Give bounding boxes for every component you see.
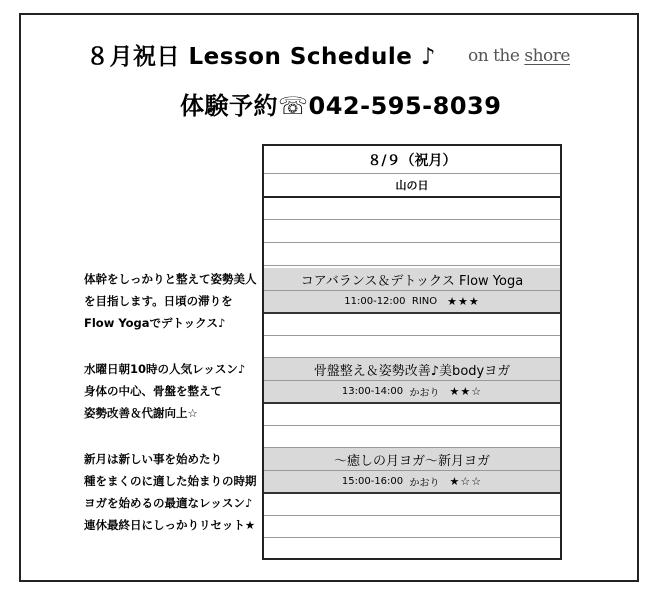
empty-slot xyxy=(264,336,560,358)
lesson-2-instructor: かおり xyxy=(409,388,440,399)
booking-label: 体験予約 xyxy=(180,92,278,120)
lesson-2-name: 骨盤整え＆姿勢改善♪美bodyヨガ xyxy=(313,363,511,379)
description-line: 種をまくのに適した始まりの時期 xyxy=(84,474,257,488)
schedule-date-header xyxy=(264,146,560,174)
lesson-1-name-row xyxy=(264,268,560,291)
phone-icon: ☏ xyxy=(278,92,309,120)
lesson-3-info-row xyxy=(264,471,560,494)
lesson-1-rating: ★★★ xyxy=(447,295,480,308)
description-line: 身体の中心、骨盤を整えて xyxy=(84,384,222,398)
lesson-3-name: 〜癒しの月ヨガ〜新月ヨガ xyxy=(333,453,490,469)
empty-slot xyxy=(264,314,560,336)
empty-slot xyxy=(264,426,560,448)
holiday-row xyxy=(264,174,560,198)
lesson-3-name-row xyxy=(264,448,560,471)
logo-text-underlined: shore xyxy=(524,46,570,66)
holiday-name: 山の日 xyxy=(395,179,429,192)
lesson-1-name: コアバランス＆デトックス Flow Yoga xyxy=(300,273,524,289)
description-line: 連休最終日にしっかりリセット★ xyxy=(84,518,256,532)
trial-booking-phone xyxy=(180,86,501,121)
empty-slot xyxy=(264,198,560,220)
lesson-2-time: 13:00-14:00 xyxy=(341,386,404,397)
description-line: 新月は新しい事を始めたり xyxy=(84,452,222,466)
lesson-3-rating: ★☆☆ xyxy=(449,475,483,488)
lesson-1-info-row xyxy=(264,291,560,314)
lesson-2-description xyxy=(84,358,245,424)
lesson-3-instructor: かおり xyxy=(409,478,440,489)
schedule-date: ８/９（祝月） xyxy=(367,152,457,169)
description-line: 水曜日朝10時の人気レッスン♪ xyxy=(84,362,246,376)
empty-slot xyxy=(264,538,560,558)
lesson-1-description xyxy=(84,268,257,334)
lesson-3-description xyxy=(84,448,257,536)
lesson-1-instructor: RINO xyxy=(411,296,438,307)
lesson-2-rating: ★★☆ xyxy=(449,385,483,398)
empty-slot xyxy=(264,243,560,266)
description-line: ヨガを始めるの最適なレッスン♪ xyxy=(84,496,253,510)
lesson-1-time: 11:00-12:00 xyxy=(344,296,406,307)
logo-text-plain: on the xyxy=(468,46,525,66)
empty-slot xyxy=(264,220,560,243)
description-line: Flow Yogaでデトックス♪ xyxy=(84,316,226,330)
phone-number: 042-595-8039 xyxy=(308,92,502,120)
lesson-3-time: 15:00-16:00 xyxy=(341,476,404,487)
description-line: を目指します。日頃の滞りを xyxy=(84,294,233,308)
schedule-table xyxy=(262,144,562,560)
empty-slot xyxy=(264,404,560,426)
description-line: 体幹をしっかりと整えて姿勢美人 xyxy=(84,272,257,286)
page-title: ８月祝日 Lesson Schedule ♪ xyxy=(86,44,437,70)
empty-slot xyxy=(264,516,560,538)
studio-logo xyxy=(468,46,570,66)
empty-slot xyxy=(264,494,560,516)
lesson-2-info-row xyxy=(264,381,560,404)
lesson-2-name-row xyxy=(264,358,560,381)
description-line: 姿勢改善＆代謝向上☆ xyxy=(84,406,198,420)
